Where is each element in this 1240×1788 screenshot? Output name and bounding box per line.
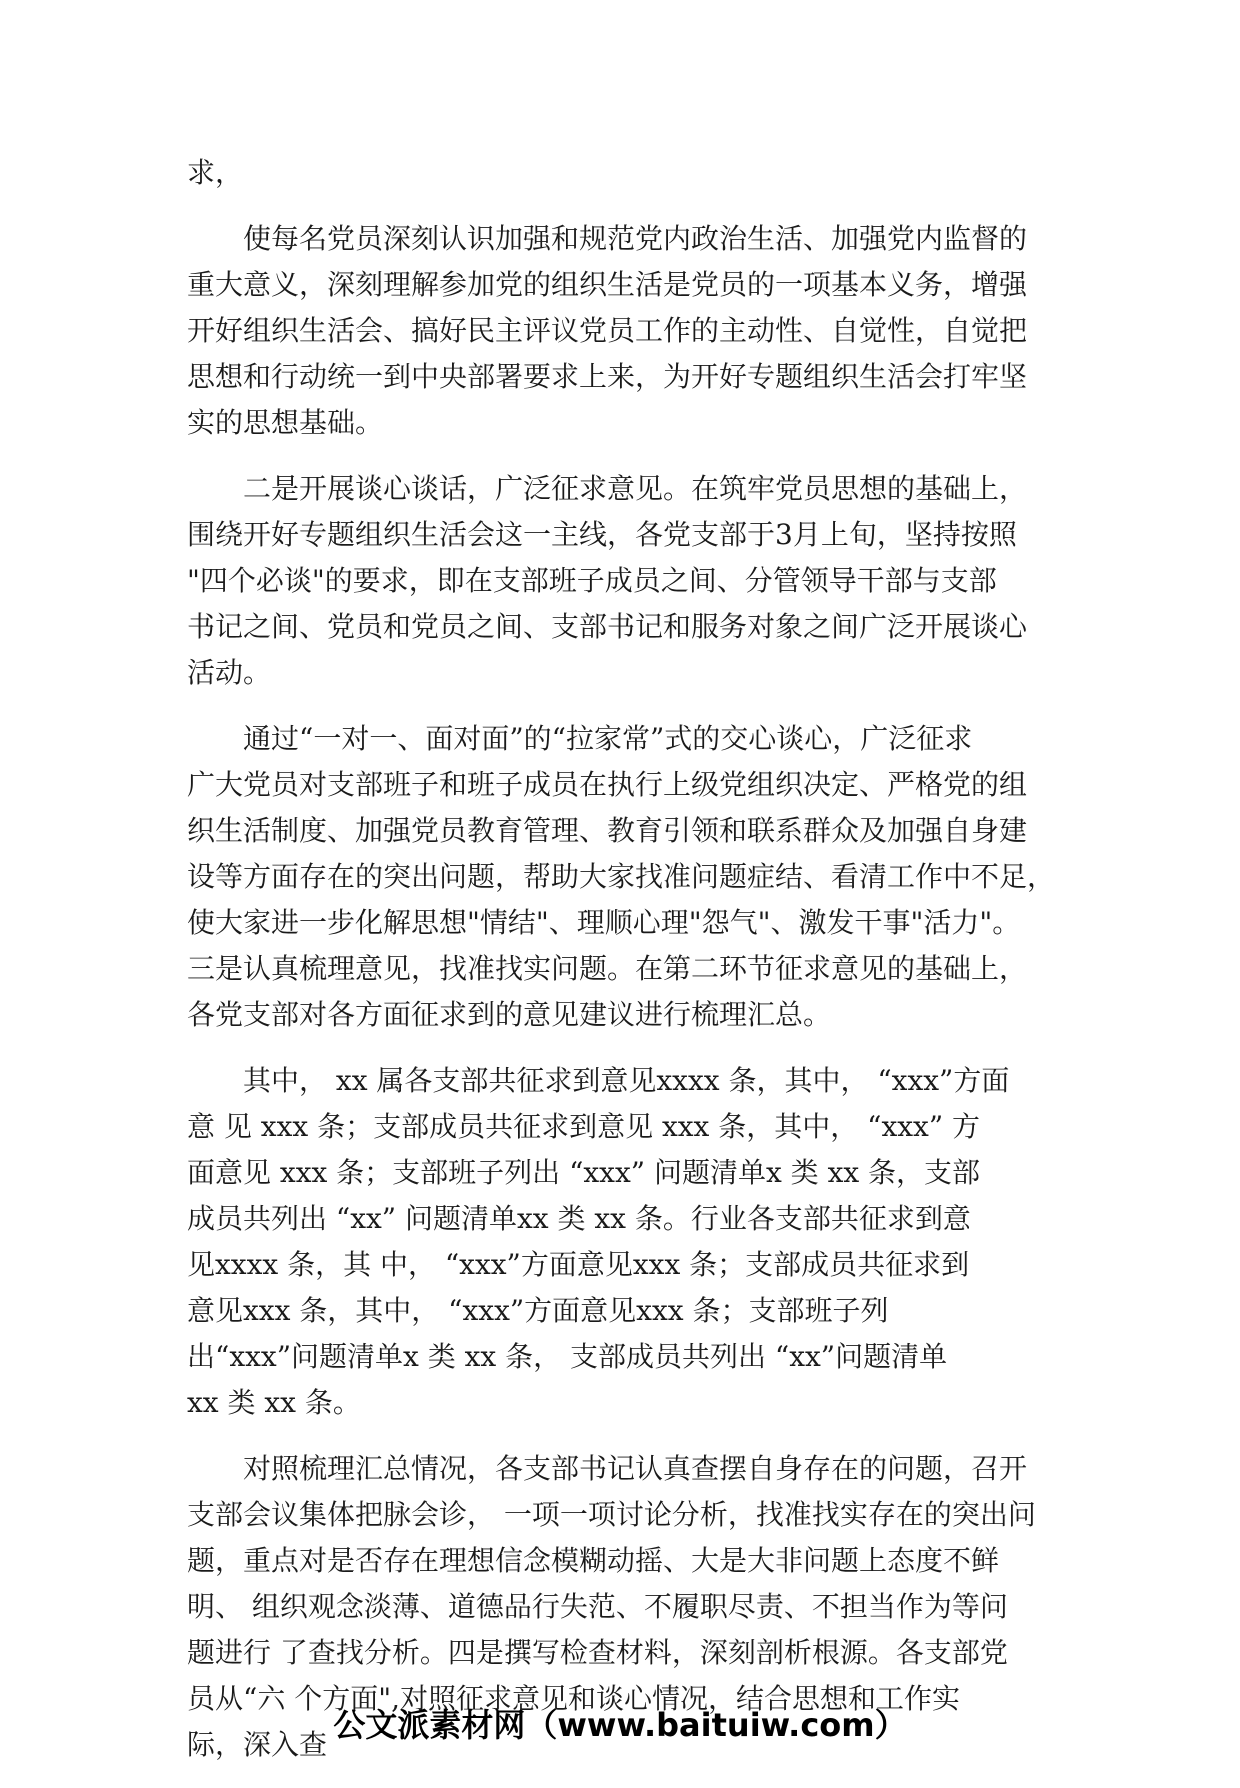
paragraph (187, 466, 1057, 696)
paragraph (187, 716, 1057, 1038)
footer-watermark: 公文派素材网（www.baituiw.com） (333, 1706, 907, 1744)
text-line: 思想和行动统一到中央部署要求上来，为开好专题组织生活会打牢坚 (187, 360, 1028, 393)
text-line: 际，深入查 (187, 1728, 328, 1761)
text-line: 书记之间、党员和党员之间、支部书记和服务对象之间广泛开展谈心 (187, 610, 1028, 643)
text-line: 见xxxx 条，其 中， “xxx”方面意见xxx 条；支部成员共征求到 (187, 1248, 970, 1281)
text-line: 使每名党员深刻认识加强和规范党内政治生活、加强党内监督的 (187, 222, 1028, 255)
text-line: 题，重点对是否存在理想信念模糊动摇、大是大非问题上态度不鲜 (187, 1544, 1000, 1577)
text-line: 围绕开好专题组织生活会这一主线，各党支部于3月上旬，坚持按照 (187, 518, 1017, 551)
text-line: xx 类 xx 条。 (187, 1386, 361, 1419)
text-line: 开好组织生活会、搞好民主评议党员工作的主动性、自觉性，自觉把 (187, 314, 1028, 347)
text-line: 面意见 xxx 条；支部班子列出 “xxx” 问题清单x 类 xx 条，支部 (187, 1156, 981, 1189)
paragraph (187, 216, 1057, 446)
text-line: 出“xxx”问题清单x 类 xx 条， 支部成员共列出 “xx”问题清单 (187, 1340, 948, 1373)
text-line: 广大党员对支部班子和班子成员在执行上级党组织决定、严格党的组 (187, 768, 1028, 801)
text-line: 三是认真梳理意见，找准找实问题。在第二环节征求意见的基础上， (187, 952, 1028, 985)
text-line: 使大家进一步化解思想"情结"、理顺心理"怨气"、激发干事"活力"。 (187, 906, 1021, 939)
text-line: "四个必谈"的要求，即在支部班子成员之间、分管领导干部与支部 (187, 564, 997, 597)
text-line: 活动。 (187, 656, 272, 689)
text-line: 设等方面存在的突出问题，帮助大家找准问题症结、看清工作中不足， (187, 860, 1056, 893)
text-line: 明、 组织观念淡薄、道德品行失范、不履职尽责、不担当作为等问 (187, 1590, 1008, 1623)
text-line: 通过“一对一、面对面”的“拉家常”式的交心谈心，广泛征求 (187, 722, 973, 755)
text-line: 织生活制度、加强党员教育管理、教育引领和联系群众及加强自身建 (187, 814, 1028, 847)
text-line: 成员共列出 “xx” 问题清单xx 类 xx 条。行业各支部共征求到意 (187, 1202, 971, 1235)
text-line: 二是开展谈心谈话，广泛征求意见。在筑牢党员思想的基础上， (187, 472, 1028, 505)
text-line: 支部会议集体把脉会诊， 一项一项讨论分析，找准找实存在的突出问 (187, 1498, 1036, 1531)
text-line: 其中， xx 属各支部共征求到意见xxxx 条，其中， “xxx”方面 (187, 1064, 1010, 1097)
text-line: 对照梳理汇总情况，各支部书记认真查摆自身存在的问题，召开 (187, 1452, 1028, 1485)
text-line: 实的思想基础。 (187, 406, 384, 439)
paragraph (187, 1058, 1057, 1426)
text-line: 意见xxx 条，其中， “xxx”方面意见xxx 条；支部班子列 (187, 1294, 889, 1327)
text-line: 意 见 xxx 条；支部成员共征求到意见 xxx 条，其中， “xxx” 方 (187, 1110, 981, 1143)
text-line: 求， (187, 156, 244, 189)
text-line: 题进行 了查找分析。四是撰写检查材料，深刻剖析根源。各支部党 (187, 1636, 1008, 1669)
paragraph (187, 150, 1057, 196)
text-line: 各党支部对各方面征求到的意见建议进行梳理汇总。 (187, 998, 832, 1031)
text-line: 重大意义，深刻理解参加党的组织生活是党员的一项基本义务，增强 (187, 268, 1028, 301)
document-body (187, 150, 1057, 1788)
text-line: 员从“六 个方面",对照征求意见和谈心情况，结合思想和工作实 (187, 1682, 960, 1715)
